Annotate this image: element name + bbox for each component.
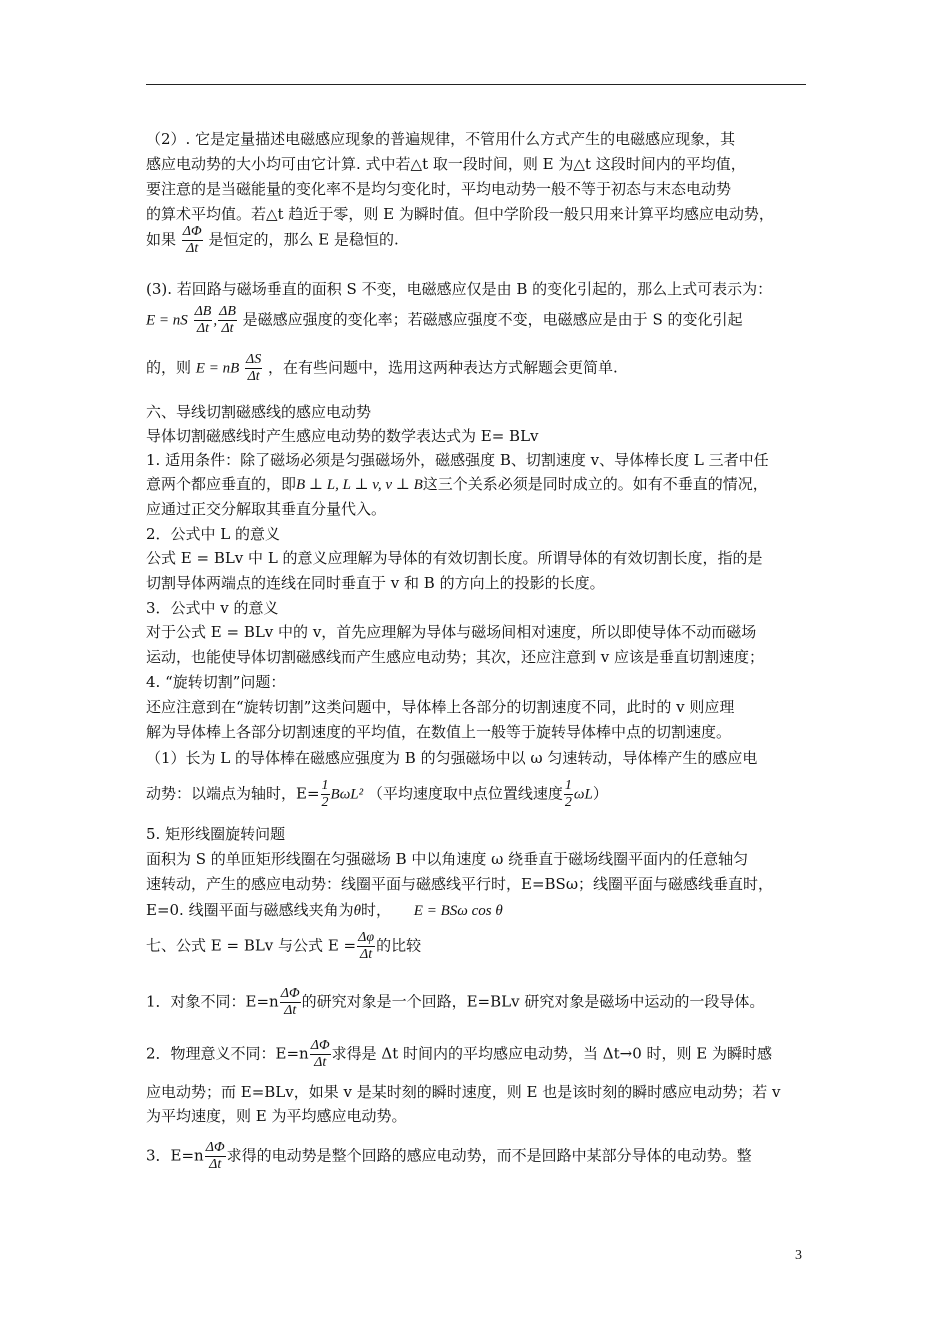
section-heading: 六、导线切割磁感线的感应电动势 [146,403,372,421]
header-rule [146,84,806,85]
paragraph-line: 2．物理意义不同：E=n $\frac{\Delta\Phi}{\Delta t}$ 求得是 Δt 时间内的平均感应电动势，当 Δt→0 时，则 E 为瞬时感 [146,1038,773,1070]
paragraph-line: 面积为 S 的单匝矩形线圈在匀强磁场 B 中以角速度 ω 绕垂直于磁场线圈平面内的任意轴匀 [146,850,749,868]
fraction: $\frac{\Delta\varphi}{\Delta t}$ [358,930,375,962]
paragraph-line: 速转动，产生的感应电动势：线圈平面与磁感线平行时，E=BSω；线圈平面与磁感线垂直时， [146,875,774,893]
formula: B ⊥ L, L ⊥ v, v ⊥ B [296,477,423,493]
paragraph-line: 对于公式 E = BLv 中的 v，首先应理解为导体与磁场间相对速度，所以即使导体不动而磁场 [146,623,757,641]
paragraph-line: （1）长为 L 的导体棒在磁感应强度为 B 的匀强磁场中以 ω 匀速转动，导体棒产生的感应电 [146,749,758,767]
paragraph-line: 5. 矩形线圈旋转问题 [146,825,286,843]
fraction: $\frac{\Delta S}{\Delta t}$ [246,352,262,384]
flux-rate-fraction: $\frac{\Delta\Phi}{\Delta t}$ [182,224,202,256]
paragraph-line: E=0. 线圈平面与磁感线夹角为θ时， E = BSω cos θ [146,901,503,919]
section-heading: 七、公式 E = BLv 与公式 E = $\frac{\Delta\varphi}{\Delta t}$ 的比较 [146,930,422,962]
paragraph-line: 为平均速度，则 E 为平均感应电动势。 [146,1107,407,1125]
paragraph-line: 导体切割磁感线时产生感应电动势的数学表达式为 E= BLv [146,427,539,445]
paragraph-line: （2）. 它是定量描述电磁感应现象的普遍规律，不管用什么方式产生的电磁感应现象，其 [146,130,736,148]
fraction: $\frac{1}{2}$ [564,778,572,810]
paragraph-line: 切割导体两端点的连线在同时垂直于 v 和 B 的方向上的投影的长度。 [146,574,605,592]
formula: θ [353,903,361,919]
paragraph-line: 还应注意到在“旋转切割”这类问题中，导体棒上各部分的切割速度不同，此时的 v 则应理 [146,698,735,716]
text: 是磁感应强度的变化率；若磁感应强度不变，电磁感应是由于 S 的变化引起 [242,310,743,329]
fraction: $\frac{\Delta\Phi}{\Delta t}$ [205,1140,225,1172]
paragraph-line: 要注意的是当磁能量的变化率不是均匀变化时，平均电动势一般不等于初态与末态电动势 [146,180,732,198]
paragraph-line: 1. 适用条件：除了磁场必须是匀强磁场外，磁感强度 B、切割速度 v、导体棒长度 L 三者中任 [146,451,769,469]
fraction: $\frac{\Delta\Phi}{\Delta t}$ [280,986,300,1018]
fraction: $\frac{\Delta B}{\Delta t}$ [219,304,236,336]
formula-line: 动势：以端点为轴时，E= $\frac{1}{2}$ BωL² （平均速度取中点位置线速度 $\frac{1}{2}$ ωL） [146,778,608,810]
paragraph-line: 应电动势；而 E=BLv，如果 v 是某时刻的瞬时速度，则 E 也是该时刻的瞬时感应电动势；若 v [146,1083,781,1101]
paragraph-line: 应通过正交分解取其垂直分量代入。 [146,500,387,518]
page-number: 3 [795,1248,802,1263]
paragraph-line [146,224,810,257]
paragraph-line: 意两个都应垂直的，即B ⊥ L, L ⊥ v, v ⊥ B这三个关系必须是同时成立的。如有不垂直的情况， [146,475,768,493]
formula-line: E = nS $\frac{\Delta B}{\Delta t}$ , $\frac{\Delta B}{\Delta t}$ 是磁感应强度的变化率；若磁感应强度不变，电磁感应是由于 S 的变化引起 [146,304,743,336]
formula: E = BSω cos θ [413,903,503,919]
paragraph-line: 的算术平均值。若△t 趋近于零，则 E 为瞬时值。但中学阶段一般只用来计算平均感应电动势， [146,205,774,223]
paragraph-line: 1．对象不同：E=n $\frac{\Delta\Phi}{\Delta t}$ 的研究对象是一个回路，E=BLv 研究对象是磁场中运动的一段导体。 [146,986,765,1018]
formula-line: 的，则 E = nB $\frac{\Delta S}{\Delta t}$ ，在有些问题中，选用这两种表达方式解题会更简单. [146,352,618,384]
fraction: $\frac{\Delta\Phi}{\Delta t}$ [310,1038,330,1070]
text: 如果 [146,230,177,249]
formula: E = nB [195,360,240,377]
paragraph-line: (3). 若回路与磁场垂直的面积 S 不变，电磁感应仅是由 B 的变化引起的，那么上式可表示为： [146,280,773,298]
fraction: $\frac{1}{2}$ [321,778,329,810]
paragraph-line: 4. “旋转切割”问题： [146,673,286,691]
paragraph-line: 3．E=n $\frac{\Delta\Phi}{\Delta t}$ 求得的电动势是整个回路的感应电动势，而不是回路中某部分导体的电动势。整 [146,1140,752,1172]
paragraph-line: 3．公式中 v 的意义 [146,599,279,617]
paragraph-line: 解为导体棒上各部分切割速度的平均值，在数值上一般等于旋转导体棒中点的切割速度。 [146,723,732,741]
paragraph-line: 运动，也能使导体切割磁感线而产生感应电动势；其次，还应注意到 v 应该是垂直切割速度； [146,648,765,666]
paragraph-line: 2．公式中 L 的意义 [146,525,281,543]
formula: E = nS [146,312,188,329]
fraction: $\frac{\Delta B}{\Delta t}$ [194,304,212,336]
paragraph-line: 感应电动势的大小均可由它计算. 式中若△t 取一段时间，则 E 为△t 这段时间内的平均值， [146,155,746,173]
paragraph-line: 公式 E = BLv 中 L 的意义应理解为导体的有效切割长度。所谓导体的有效切割长度，指的是 [146,549,763,567]
text: 是恒定的，那么 E 是稳恒的. [208,230,399,249]
